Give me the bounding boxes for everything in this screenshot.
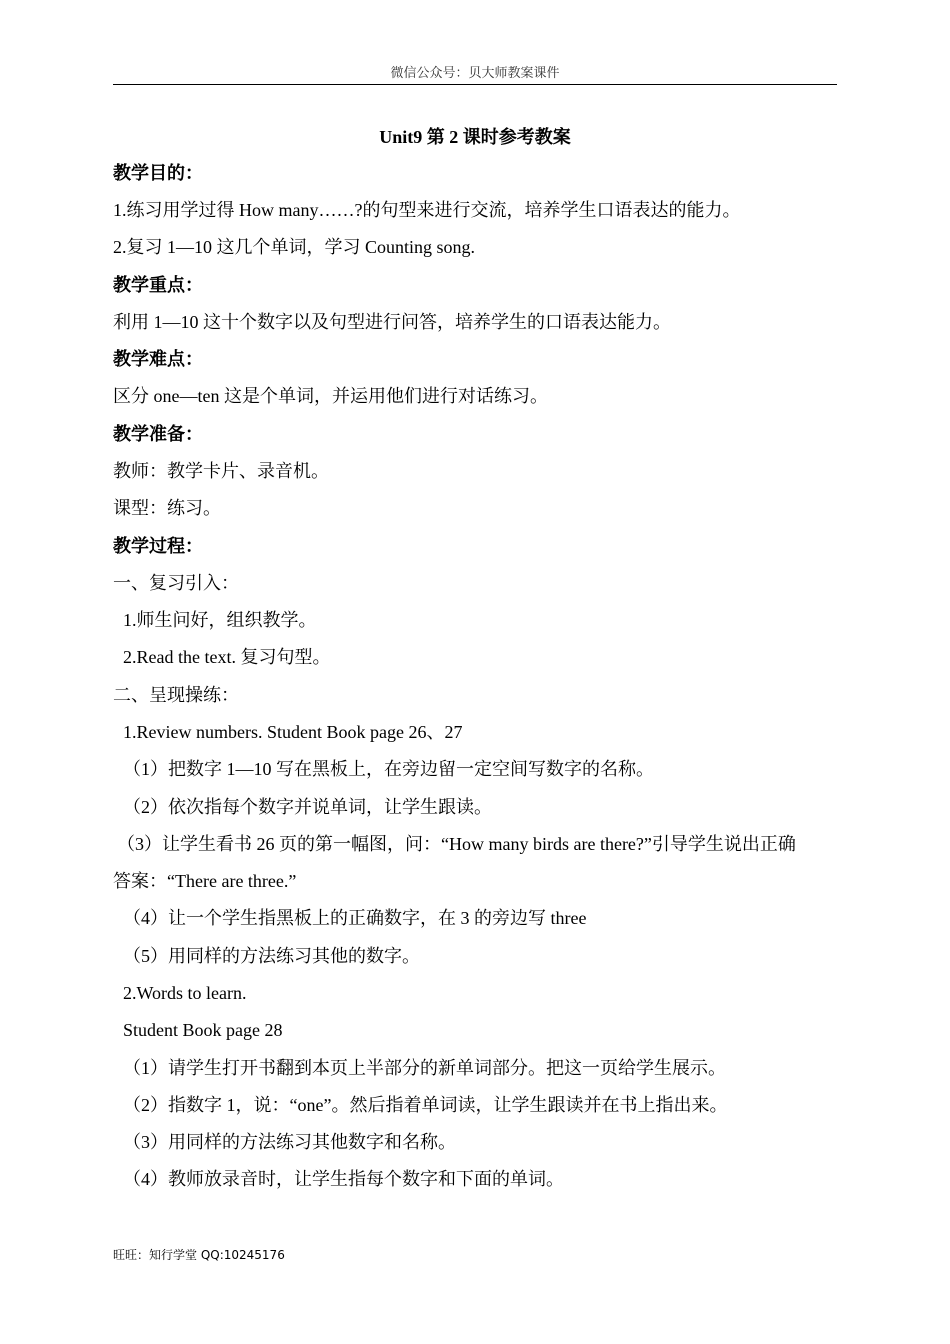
process-substep-1: （1）把数字 1—10 写在黑板上，在旁边留一定空间写数字的名称。 [123, 759, 654, 779]
process-substep-b4: （4）教师放录音时，让学生指每个数字和下面的单词。 [123, 1169, 564, 1189]
process-step-2-2-page: Student Book page 28 [123, 1020, 283, 1040]
section-heading-preparation: 教学准备： [113, 424, 203, 444]
preparation-teacher: 教师：教学卡片、录音机。 [113, 461, 329, 481]
process-substep-b1: （1）请学生打开书翻到本页上半部分的新单词部分。把这一页给学生展示。 [123, 1058, 726, 1078]
difficulties-text: 区分 one—ten 这是个单词，并运用他们进行对话练习。 [113, 386, 548, 406]
page-header: 微信公众号：贝大师教案课件 [113, 64, 837, 85]
objective-1: 1.练习用学过得 How many……?的句型来进行交流，培养学生口语表达的能力。 [113, 200, 741, 220]
process-step-2-1: 1.Review numbers. Student Book page 26、27 [123, 722, 463, 742]
process-substep-3-cont: 答案：“There are three.” [113, 871, 297, 891]
key-points-text: 利用 1—10 这十个数字以及句型进行问答，培养学生的口语表达能力。 [113, 312, 671, 332]
process-substep-b2: （2）指数字 1，说：“one”。然后指着单词读，让学生跟读并在书上指出来。 [123, 1095, 728, 1115]
page-footer: 旺旺：知行学堂 QQ:10245176 [113, 1248, 285, 1262]
section-heading-key-points: 教学重点： [113, 275, 203, 295]
section-heading-difficulties: 教学难点： [113, 349, 203, 369]
process-part-1-heading: 一、复习引入： [113, 573, 239, 593]
process-part-2-heading: 二、呈现操练： [113, 685, 239, 705]
document-title: Unit9 第 2 课时参考教案 [379, 127, 571, 147]
process-step-1-1: 1.师生问好，组织教学。 [123, 610, 317, 630]
process-substep-2: （2）依次指每个数字并说单词，让学生跟读。 [123, 797, 492, 817]
process-substep-5: （5）用同样的方法练习其他的数字。 [123, 946, 420, 966]
process-substep-b3: （3）用同样的方法练习其他数字和名称。 [123, 1132, 456, 1152]
process-step-2-2: 2.Words to learn. [123, 983, 247, 1003]
objective-2: 2.复习 1—10 这几个单词，学习 Counting song. [113, 237, 476, 257]
process-substep-4: （4）让一个学生指黑板上的正确数字，在 3 的旁边写 three [123, 908, 587, 928]
lesson-type: 课型：练习。 [113, 498, 221, 518]
process-step-1-2: 2.Read the text. 复习句型。 [123, 647, 331, 667]
process-substep-3: （3）让学生看书 26 页的第一幅图，问：“How many birds are there?”引导学生说出正确 [117, 834, 796, 854]
section-heading-process: 教学过程： [113, 536, 203, 556]
section-heading-objectives: 教学目的： [113, 163, 203, 183]
